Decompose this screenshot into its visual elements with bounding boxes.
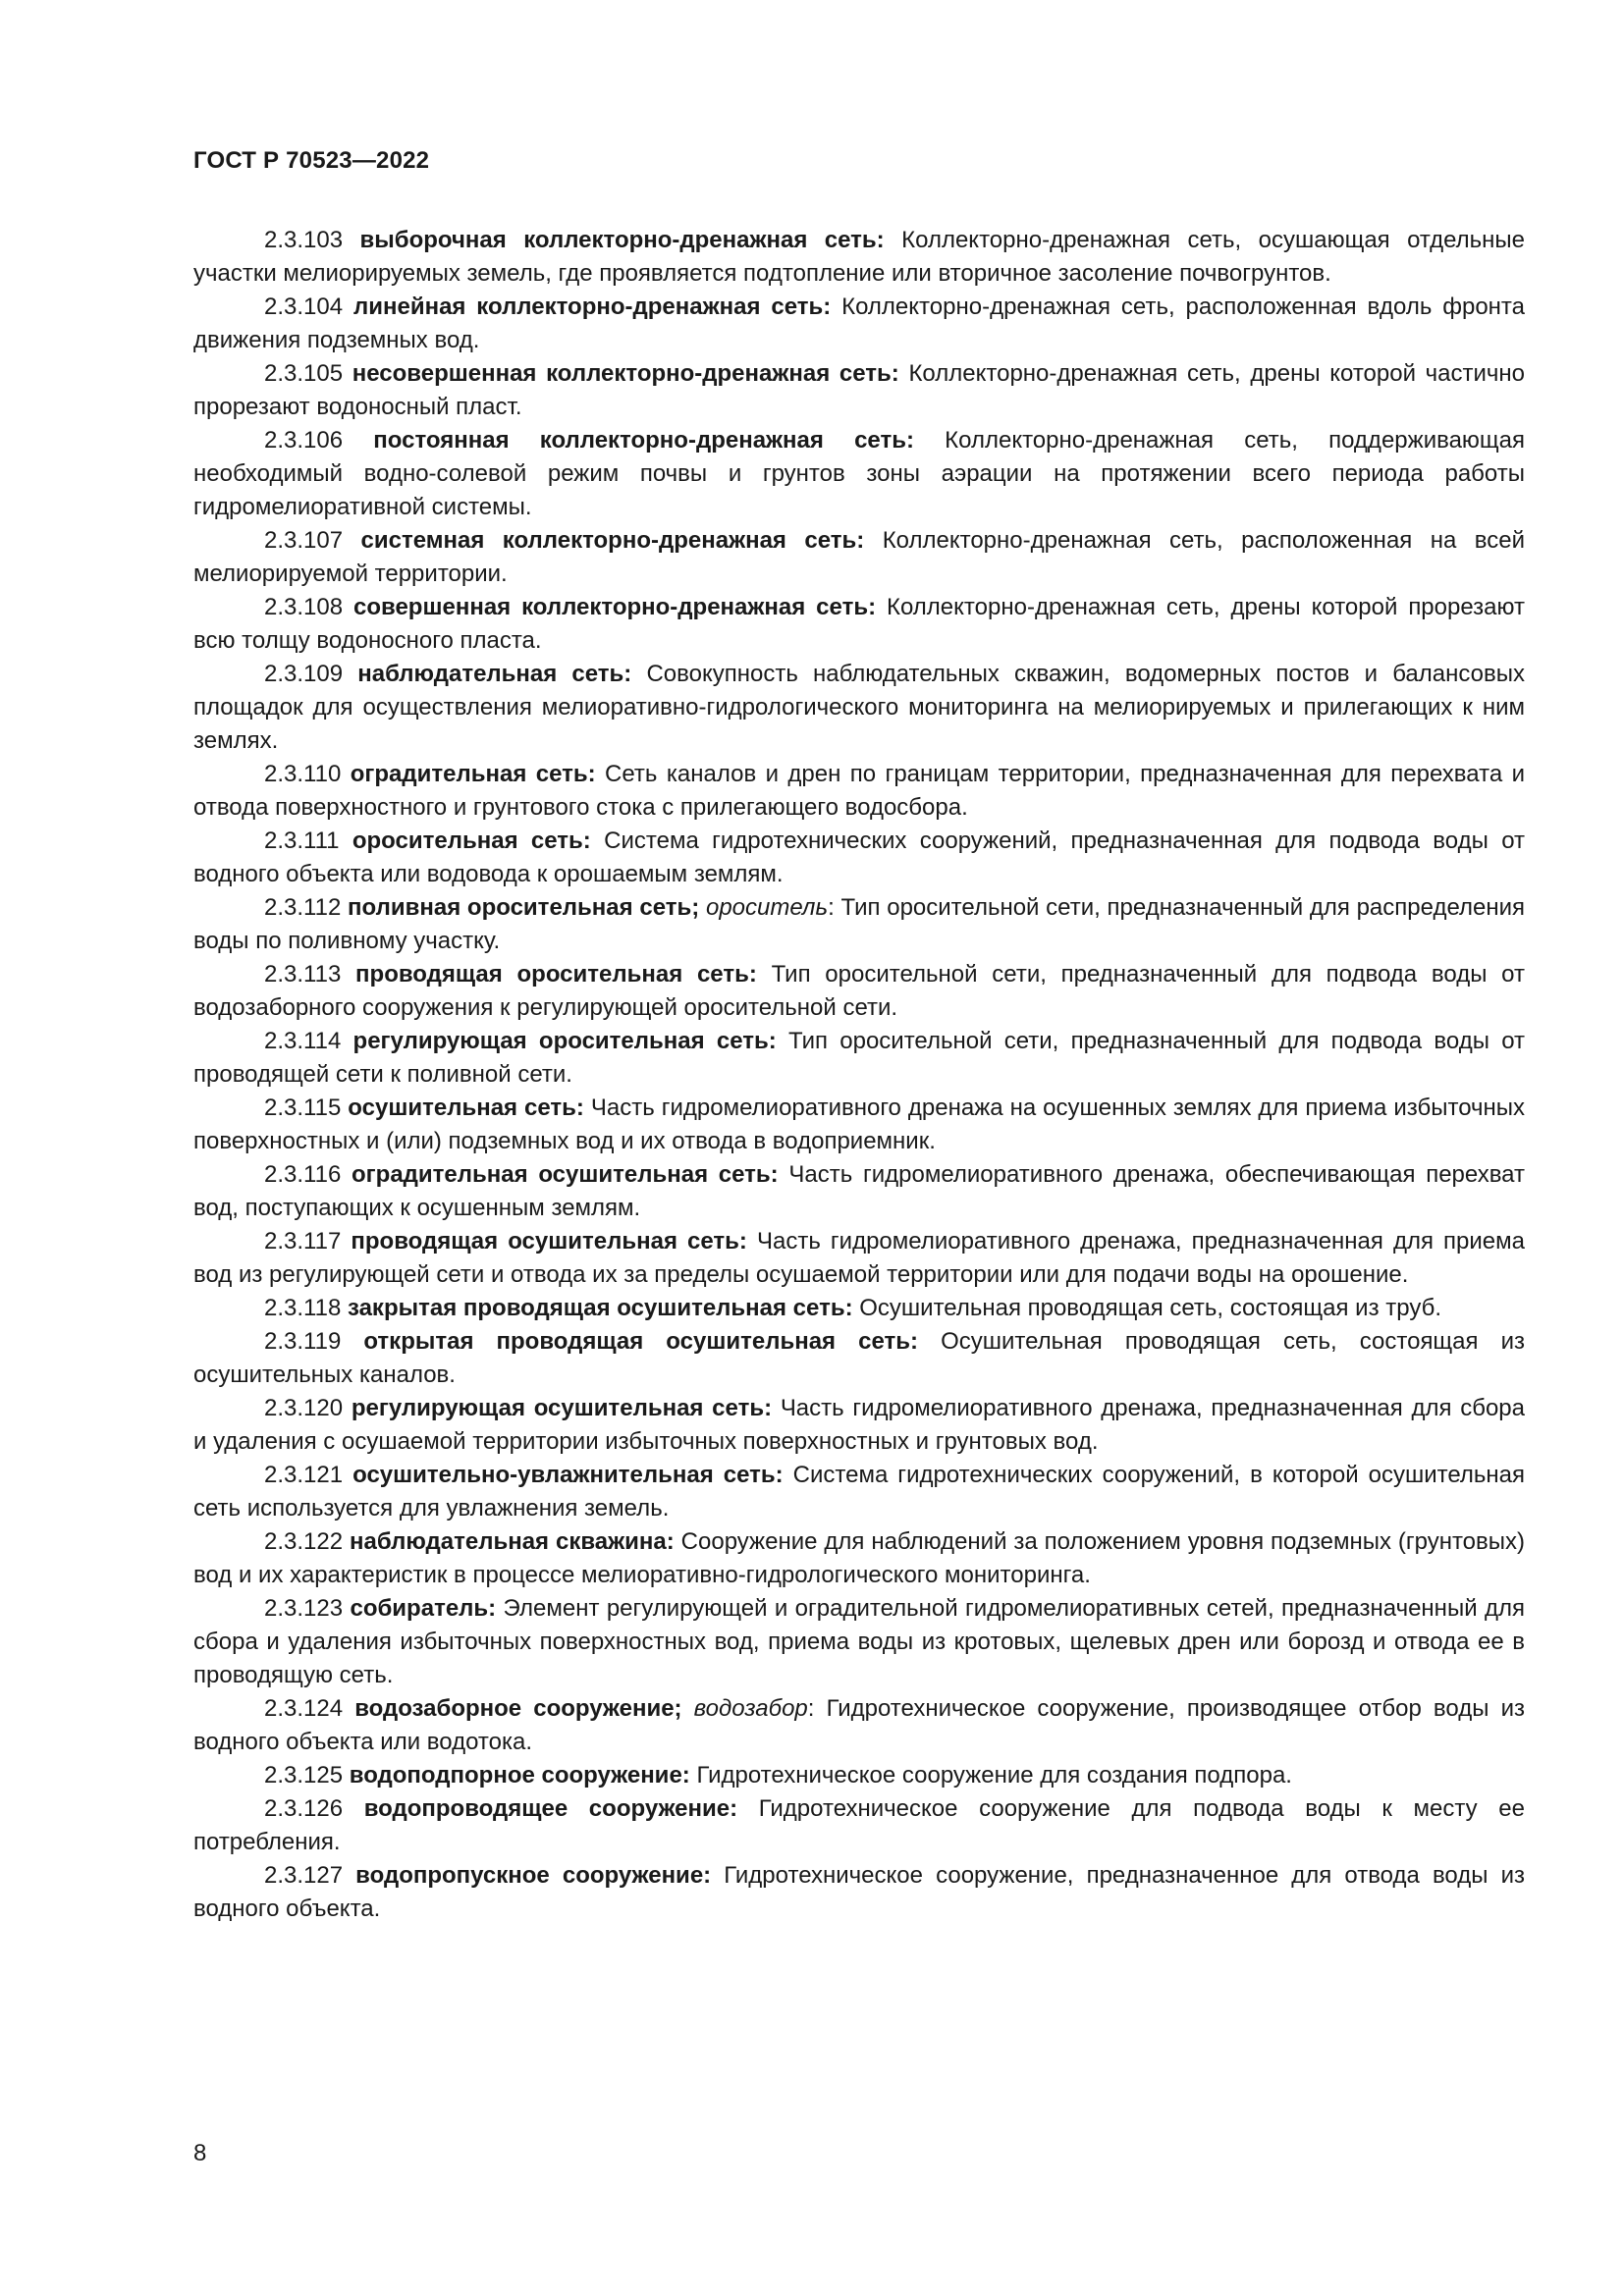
term-entry — [193, 758, 1525, 825]
term-name: наблюдательная сеть: — [357, 661, 632, 687]
term-synonym: водозабор — [693, 1695, 808, 1722]
term-name: закрытая проводящая осушительная сеть: — [347, 1295, 853, 1321]
term-definition: Осушительная проводящая сеть, состоящая из осушительных каналов. — [193, 1328, 1525, 1388]
term-name: проводящая осушительная сеть: — [351, 1228, 747, 1255]
term-name: водоподпорное сооружение: — [349, 1762, 690, 1789]
term-definition: Сооружение для наблюдений за положением уровня подземных (грунтовых) вод и их характеристик в процессе мелиоративно-гидрологического мониторинга. — [193, 1528, 1526, 1588]
document-code-header: ГОСТ Р 70523—2022 — [193, 147, 430, 174]
term-definition: Коллекторно-дренажная сеть, расположенная вдоль фронта движения подземных вод. — [193, 294, 1525, 353]
term-entry — [193, 958, 1525, 1025]
term-definition: Коллекторно-дренажная сеть, расположенная на всей мелиорируемой территории. — [193, 527, 1525, 587]
term-entry — [193, 424, 1525, 524]
term-definition: Гидротехническое сооружение для подвода воды к месту ее потребления. — [193, 1795, 1526, 1855]
term-name: водопроводящее сооружение: — [363, 1795, 738, 1822]
term-definition: Тип оросительной сети, предназначенный для подвода воды от водозаборного сооружения к регулирующей оросительной сети. — [193, 961, 1525, 1021]
term-entry — [193, 1158, 1525, 1225]
term-definition: Часть гидромелиоративного дренажа на осушенных землях для приема избыточных поверхностных и (или) подземных вод и их отвода в водоприемник. — [193, 1095, 1526, 1154]
term-number: 2.3.110 — [264, 761, 342, 787]
term-name: совершенная коллекторно-дренажная сеть: — [353, 594, 877, 620]
term-definition: Система гидротехнических сооружений, в которой осушительная сеть используется для увлажнения земель. — [193, 1462, 1525, 1522]
term-entry — [193, 591, 1525, 658]
term-name: системная коллекторно-дренажная сеть: — [360, 527, 865, 554]
term-entry — [193, 1092, 1525, 1158]
term-number: 2.3.104 — [264, 294, 344, 320]
term-definition: Система гидротехнических сооружений, предназначенная для подвода воды от водного объекта или водовода к орошаемым землям. — [193, 828, 1526, 887]
term-number: 2.3.127 — [264, 1862, 344, 1889]
term-name: регулирующая оросительная сеть: — [352, 1028, 777, 1054]
term-definition: Коллекторно-дренажная сеть, поддерживающая необходимый водно-солевой режим почвы и грунтов зоны аэрации на протяжении всего периода работы гидромелиоративной системы. — [193, 427, 1526, 520]
term-definition: Часть гидромелиоративного дренажа, предназначенная для сбора и удаления с осушаемой территории избыточных поверхностных и грунтовых вод. — [193, 1395, 1525, 1455]
term-definition: Осушительная проводящая сеть, состоящая из труб. — [859, 1295, 1442, 1321]
term-number: 2.3.120 — [264, 1395, 344, 1421]
term-name: несовершенная коллекторно-дренажная сеть: — [352, 360, 899, 387]
term-number: 2.3.119 — [264, 1328, 342, 1355]
term-synonym: ороситель — [705, 894, 829, 921]
term-name: осушительно-увлажнительная сеть: — [352, 1462, 784, 1488]
term-name: водопропускное сооружение: — [355, 1862, 712, 1889]
term-name: оградительная осушительная сеть: — [352, 1161, 779, 1188]
term-entry — [193, 1459, 1525, 1525]
term-definition: Сеть каналов и дрен по границам территории, предназначенная для перехвата и отвода поверхностного и грунтового стока с прилегающего водосбора. — [193, 761, 1525, 821]
term-entry — [193, 1225, 1525, 1292]
term-number: 2.3.117 — [264, 1228, 342, 1255]
term-entry — [193, 825, 1525, 891]
term-name: оросительная сеть: — [352, 828, 591, 854]
term-definition: Коллекторно-дренажная сеть, дрены которой прорезают всю толщу водоносного пласта. — [193, 594, 1525, 654]
term-definition: Коллекторно-дренажная сеть, дрены которой частично прорезают водоносный пласт. — [193, 360, 1526, 420]
term-definition: Часть гидромелиоративного дренажа, предназначенная для приема вод из регулирующей сети и отвода их за пределы осушаемой территории или для подачи воды на орошение. — [193, 1228, 1525, 1288]
term-number: 2.3.121 — [264, 1462, 344, 1488]
term-entry — [193, 224, 1525, 291]
term-name: собиратель: — [350, 1595, 497, 1622]
term-name: поливная оросительная сеть; — [348, 894, 700, 921]
term-name: осушительная сеть: — [348, 1095, 584, 1121]
term-name: выборочная коллекторно-дренажная сеть: — [359, 227, 885, 253]
term-definition: Коллекторно-дренажная сеть, осушающая отдельные участки мелиорируемых земель, где проявляется подтопление или вторичное засоление почвогрунтов. — [193, 227, 1526, 287]
term-entry — [193, 1592, 1525, 1692]
term-entry — [193, 1525, 1525, 1592]
synonym-separator: : — [828, 894, 835, 921]
term-entry — [193, 357, 1525, 424]
term-number: 2.3.103 — [264, 227, 344, 253]
term-number: 2.3.114 — [264, 1028, 342, 1054]
term-number: 2.3.108 — [264, 594, 344, 620]
term-number: 2.3.115 — [264, 1095, 342, 1121]
term-number: 2.3.107 — [264, 527, 344, 554]
term-definition: Гидротехническое сооружение, производящее отбор воды из водного объекта или водотока. — [193, 1695, 1525, 1755]
term-entry — [193, 1759, 1525, 1792]
page-number: 8 — [193, 2140, 207, 2166]
term-name: постоянная коллекторно-дренажная сеть: — [373, 427, 914, 454]
term-number: 2.3.118 — [264, 1295, 342, 1321]
term-name: наблюдательная скважина: — [350, 1528, 675, 1555]
term-definition: Часть гидромелиоративного дренажа, обеспечивающая перехват вод, поступающих к осушенным землям. — [193, 1161, 1525, 1221]
term-name: оградительная сеть: — [350, 761, 596, 787]
term-number: 2.3.125 — [264, 1762, 344, 1789]
term-number: 2.3.116 — [264, 1161, 342, 1188]
term-definition: Совокупность наблюдательных скважин, водомерных постов и балансовых площадок для осуществления мелиоративно-гидрологического мониторинга на мелиорируемых и прилегающих к ним землях. — [193, 661, 1525, 754]
term-number: 2.3.124 — [264, 1695, 344, 1722]
term-entry — [193, 1292, 1525, 1325]
term-definition: Тип оросительной сети, предназначенный для подвода воды от проводящей сети к поливной сети. — [193, 1028, 1526, 1088]
term-number: 2.3.113 — [264, 961, 342, 988]
term-definition: Тип оросительной сети, предназначенный для распределения воды по поливному участку. — [193, 894, 1526, 954]
term-entry — [193, 891, 1525, 958]
term-entry — [193, 1859, 1525, 1926]
term-number: 2.3.111 — [264, 828, 340, 854]
term-number: 2.3.106 — [264, 427, 344, 454]
term-number: 2.3.112 — [264, 894, 342, 921]
term-entry — [193, 1025, 1525, 1092]
term-entry — [193, 291, 1525, 357]
term-number: 2.3.123 — [264, 1595, 344, 1622]
term-number: 2.3.109 — [264, 661, 344, 687]
synonym-separator: : — [807, 1695, 815, 1722]
term-name: открытая проводящая осушительная сеть: — [363, 1328, 918, 1355]
term-name: проводящая оросительная сеть: — [355, 961, 757, 988]
term-entry — [193, 1792, 1525, 1859]
term-name: водозаборное сооружение; — [354, 1695, 682, 1722]
term-number: 2.3.105 — [264, 360, 344, 387]
term-entry — [193, 1692, 1525, 1759]
term-entry — [193, 524, 1525, 591]
term-definition: Гидротехническое сооружение, предназначенное для отвода воды из водного объекта. — [193, 1862, 1525, 1922]
term-entry — [193, 1392, 1525, 1459]
term-entry — [193, 658, 1525, 758]
term-number: 2.3.122 — [264, 1528, 344, 1555]
term-name: регулирующая осушительная сеть: — [351, 1395, 773, 1421]
term-name: линейная коллекторно-дренажная сеть: — [352, 294, 832, 320]
term-definition: Гидротехническое сооружение для создания подпора. — [696, 1762, 1292, 1789]
term-definition: Элемент регулирующей и оградительной гидромелиоративных сетей, предназначенный для сбора и удаления избыточных поверхностных вод, приема воды из кротовых, щелевых дрен или борозд и отвода ее в проводящую сеть. — [193, 1595, 1525, 1688]
terms-list — [193, 224, 1525, 1926]
term-number: 2.3.126 — [264, 1795, 344, 1822]
term-entry — [193, 1325, 1525, 1392]
